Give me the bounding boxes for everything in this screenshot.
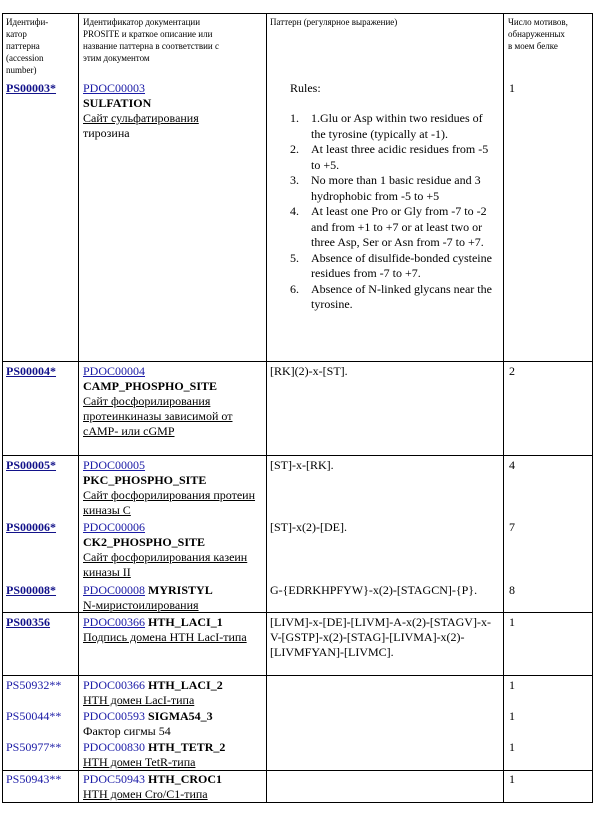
doc-link[interactable]: PDOC50943 [83, 772, 146, 786]
pattern-description: Подпись домена HTH LacI-типа [83, 630, 247, 644]
pattern-name: HTH_LACI_1 [148, 615, 223, 629]
doc-link[interactable]: PDOC00005 [83, 458, 146, 472]
accession-link[interactable]: PS00005* [6, 458, 57, 472]
table-row-doc [83, 615, 265, 645]
header-documentation: Идентификатор документации PROSITE и краткое описание или название паттерна в соответствии с этим документом [83, 17, 219, 63]
list-item: 2. At least three acidic residues from -5 to +5. [290, 142, 489, 172]
pattern-description-tail: тирозина [83, 126, 130, 140]
motif-count: 1 [509, 81, 515, 95]
table-row [6, 583, 78, 598]
list-item: 3. No more than 1 basic residue and 3 hydrophobic from -5 to +5 [290, 173, 481, 203]
pattern-description: Фактор сигмы 54 [83, 724, 171, 738]
table-row-doc [83, 709, 265, 739]
pattern-name: MYRISTYL [148, 583, 213, 597]
header-pattern: Паттерн (регулярное выражение) [270, 17, 398, 27]
rules-block [290, 81, 500, 313]
row-divider [2, 361, 593, 362]
pattern-name: CK2_PHOSPHO_SITE [83, 535, 206, 549]
list-item: 5. Absence of disulfide-bonded cysteine residues from -7 to +7. [290, 250, 492, 280]
table-row [6, 615, 78, 630]
pattern-description: HTH домен TetR-типа [83, 755, 196, 769]
table-row-doc [83, 364, 265, 439]
list-item: 6. Absence of N-linked glycans near the tyrosine. [290, 281, 492, 311]
pattern-name: HTH_LACI_2 [148, 678, 223, 692]
table-row [6, 678, 78, 693]
table-border-top [2, 13, 593, 14]
rules-title: Rules: [290, 81, 321, 95]
column-divider [266, 13, 267, 803]
table-row-doc [83, 772, 265, 802]
rules-list [290, 111, 500, 313]
table-row-doc [83, 583, 265, 613]
accession-link[interactable]: PS50977** [6, 740, 62, 754]
table-border-right [592, 13, 593, 803]
pattern-regex: [RK](2)-x-[ST]. [270, 364, 348, 378]
motif-count: 2 [509, 364, 515, 378]
column-divider [503, 13, 504, 803]
pattern-name: HTH_CROC1 [148, 772, 223, 786]
table-border-bottom [2, 802, 593, 803]
table-row [6, 458, 78, 473]
pattern-description: Сайт сульфатирования [83, 111, 199, 125]
doc-link[interactable]: PDOC00003 [83, 81, 146, 95]
doc-link[interactable]: PDOC00830 [83, 740, 146, 754]
accession-link[interactable]: PS00006* [6, 520, 57, 534]
pattern-regex: [ST]-x(2)-[DE]. [270, 520, 347, 534]
motif-count: 4 [509, 458, 515, 472]
accession-link[interactable]: PS50044** [6, 709, 62, 723]
row-divider [2, 770, 593, 771]
table-row-doc [83, 520, 265, 580]
doc-link[interactable]: PDOC00004 [83, 364, 146, 378]
column-divider [78, 13, 79, 803]
table-row-doc [83, 81, 265, 141]
pattern-regex: G-{EDRKHPFYW}-x(2)-[STAGCN]-{P}. [270, 583, 478, 597]
table-row [6, 81, 78, 96]
motif-count: 8 [509, 583, 515, 597]
list-item: 1. 1.Glu or Asp within two residues of the tyrosine (typically at -1). [290, 111, 483, 141]
table-row [6, 709, 78, 724]
motif-count: 1 [509, 678, 515, 692]
pattern-name: PKC_PHOSPHO_SITE [83, 473, 207, 487]
header-count: Число мотивов, обнаруженных в моем белке [508, 17, 568, 51]
doc-link[interactable]: PDOC00366 [83, 678, 146, 692]
motif-count: 7 [509, 520, 515, 534]
doc-link[interactable]: PDOC00366 [83, 615, 146, 629]
pattern-description: HTH домен LacI-типа [83, 693, 195, 707]
table-row-doc [83, 458, 265, 518]
table-row-doc [83, 678, 265, 708]
motif-count: 1 [509, 615, 515, 629]
table-row [6, 772, 78, 787]
motif-count: 1 [509, 709, 515, 723]
motif-count: 1 [509, 772, 515, 786]
pattern-description: Сайт фосфорилирования казеин киназы II [83, 550, 248, 579]
pattern-description: N-миристоилирования [83, 598, 199, 612]
table-row [6, 364, 78, 379]
pattern-regex: [ST]-x-[RK]. [270, 458, 334, 472]
table-row [6, 740, 78, 755]
pattern-description: Сайт фосфорилирования протеин киназы С [83, 488, 256, 517]
pattern-name: SULFATION [83, 96, 152, 110]
motif-count: 1 [509, 740, 515, 754]
row-divider [2, 675, 593, 676]
pattern-name: HTH_TETR_2 [148, 740, 226, 754]
table-row [6, 520, 78, 535]
accession-link[interactable]: PS50932** [6, 678, 62, 692]
table-row-doc [83, 740, 265, 770]
doc-link[interactable]: PDOC00006 [83, 520, 146, 534]
pattern-regex: [LIVM]-x-[DE]-[LIVM]-A-x(2)-[STAGV]-x-V-[GSTP]-x(2)-[STAG]-[LIVMA]-x(2)- [LIVMFYAN]-[LIVMC]. [270, 615, 491, 659]
doc-link[interactable]: PDOC00008 [83, 583, 146, 597]
table-border-left [2, 13, 3, 803]
pattern-name: CAMP_PHOSPHO_SITE [83, 379, 218, 393]
accession-link[interactable]: PS00356 [6, 615, 51, 629]
pattern-description: HTH домен Cro/C1-типа [83, 787, 208, 801]
accession-link[interactable]: PS50943** [6, 772, 62, 786]
accession-link[interactable]: PS00003* [6, 81, 57, 95]
row-divider [2, 455, 593, 456]
accession-link[interactable]: PS00008* [6, 583, 57, 597]
pattern-description: Сайт фосфорилирования протеинкиназы зависимой от cAMP- или cGMP [83, 394, 233, 438]
doc-link[interactable]: PDOC00593 [83, 709, 146, 723]
list-item: 4. At least one Pro or Gly from -7 to -2 and from +1 to +7 or at least two or three Asp, Ser or Asn from -7 to +7. [290, 204, 487, 249]
pattern-name: SIGMA54_3 [148, 709, 213, 723]
header-accession: Идентифи- катор паттерна (accession number) [6, 17, 49, 75]
accession-link[interactable]: PS00004* [6, 364, 57, 378]
